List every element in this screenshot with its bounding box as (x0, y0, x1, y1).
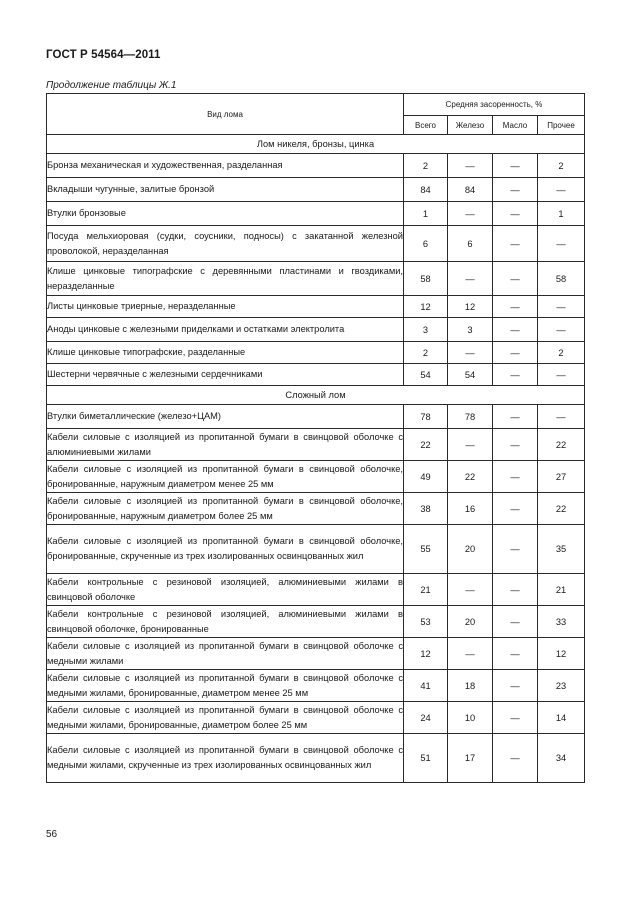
total-cell: 2 (404, 154, 448, 178)
oil-cell: — (493, 702, 538, 734)
table-row (47, 154, 585, 178)
other-cell: 33 (538, 606, 585, 638)
other-cell: 22 (538, 429, 585, 461)
section-title: Лом никеля, бронзы, цинка (47, 135, 585, 154)
other-cell: — (538, 364, 585, 386)
table-row (47, 178, 585, 202)
iron-cell: 78 (448, 405, 493, 429)
iron-cell: — (448, 262, 493, 296)
column-header-contamination: Средняя засоренность, % (404, 94, 585, 116)
total-cell: 53 (404, 606, 448, 638)
table-row (47, 364, 585, 386)
oil-cell: — (493, 364, 538, 386)
scrap-type-cell: Кабели силовые с изоляцией из пропитанной бумаги в свинцовой оболочке, бронированные, скрученные из трех изолированных освинцованных жил (47, 525, 404, 574)
oil-cell: — (493, 734, 538, 783)
oil-cell: — (493, 606, 538, 638)
table-continuation-label: Продолжение таблицы Ж.1 (46, 80, 177, 91)
other-cell: 58 (538, 262, 585, 296)
oil-cell: — (493, 525, 538, 574)
iron-cell: — (448, 638, 493, 670)
table-row (47, 296, 585, 318)
other-cell: 14 (538, 702, 585, 734)
iron-cell: 10 (448, 702, 493, 734)
total-cell: 49 (404, 461, 448, 493)
other-cell: 22 (538, 493, 585, 525)
total-cell: 38 (404, 493, 448, 525)
oil-cell: — (493, 318, 538, 342)
scrap-type-cell: Аноды цинковые с железными приделками и остатками электролита (47, 318, 404, 342)
oil-cell: — (493, 493, 538, 525)
other-cell: — (538, 318, 585, 342)
scrap-type-cell: Кабели силовые с изоляцией из пропитанной бумаги в свинцовой оболочке с медными жилами, бронированные, диаметром менее 25 мм (47, 670, 404, 702)
total-cell: 12 (404, 296, 448, 318)
oil-cell: — (493, 154, 538, 178)
other-cell: 23 (538, 670, 585, 702)
scrap-type-cell: Бронза механическая и художественная, разделанная (47, 154, 404, 178)
column-header-scrap-type: Вид лома (47, 94, 404, 135)
total-cell: 21 (404, 574, 448, 606)
scrap-type-cell: Листы цинковые триерные, неразделанные (47, 296, 404, 318)
total-cell: 51 (404, 734, 448, 783)
scrap-type-cell: Кабели силовые с изоляцией из пропитанной бумаги в свинцовой оболочке, бронированные, наружным диаметром более 25 мм (47, 493, 404, 525)
column-header-iron: Железо (448, 116, 493, 135)
other-cell: — (538, 405, 585, 429)
column-header-total: Всего (404, 116, 448, 135)
total-cell: 54 (404, 364, 448, 386)
table-row (47, 574, 585, 606)
other-cell: 35 (538, 525, 585, 574)
scrap-contamination-table (46, 93, 585, 783)
total-cell: 58 (404, 262, 448, 296)
iron-cell: 17 (448, 734, 493, 783)
table-row (47, 670, 585, 702)
total-cell: 41 (404, 670, 448, 702)
other-cell: 2 (538, 154, 585, 178)
other-cell: 34 (538, 734, 585, 783)
total-cell: 6 (404, 226, 448, 262)
table-row (47, 734, 585, 783)
oil-cell: — (493, 202, 538, 226)
oil-cell: — (493, 574, 538, 606)
table-row (47, 638, 585, 670)
other-cell: — (538, 178, 585, 202)
scrap-type-cell: Клише цинковые типографские с деревянными пластинами и гвоздиками, неразделанные (47, 262, 404, 296)
page-number: 56 (46, 829, 58, 840)
iron-cell: 20 (448, 525, 493, 574)
oil-cell: — (493, 262, 538, 296)
scrap-type-cell: Кабели силовые с изоляцией из пропитанной бумаги в свинцовой оболочке с медными жилами (47, 638, 404, 670)
table-row (47, 262, 585, 296)
iron-cell: 18 (448, 670, 493, 702)
iron-cell: 20 (448, 606, 493, 638)
oil-cell: — (493, 226, 538, 262)
other-cell: 21 (538, 574, 585, 606)
table-row (47, 461, 585, 493)
iron-cell: 3 (448, 318, 493, 342)
scrap-type-cell: Втулки биметаллические (железо+ЦАМ) (47, 405, 404, 429)
scrap-type-cell: Втулки бронзовые (47, 202, 404, 226)
total-cell: 2 (404, 342, 448, 364)
oil-cell: — (493, 638, 538, 670)
other-cell: — (538, 296, 585, 318)
scrap-type-cell: Вкладыши чугунные, залитые бронзой (47, 178, 404, 202)
section-header-row (47, 135, 585, 154)
column-header-other: Прочее (538, 116, 585, 135)
table-row (47, 226, 585, 262)
total-cell: 1 (404, 202, 448, 226)
total-cell: 84 (404, 178, 448, 202)
oil-cell: — (493, 342, 538, 364)
table-row (47, 702, 585, 734)
table-row (47, 202, 585, 226)
table-row (47, 342, 585, 364)
total-cell: 22 (404, 429, 448, 461)
iron-cell: 12 (448, 296, 493, 318)
scrap-type-cell: Кабели контрольные с резиновой изоляцией, алюминиевыми жилами в свинцовой оболочке, бронированные (47, 606, 404, 638)
total-cell: 24 (404, 702, 448, 734)
iron-cell: — (448, 429, 493, 461)
scrap-type-cell: Клише цинковые типографские, разделанные (47, 342, 404, 364)
table-row (47, 525, 585, 574)
scrap-type-cell: Кабели контрольные с резиновой изоляцией, алюминиевыми жилами в свинцовой оболочке (47, 574, 404, 606)
iron-cell: 54 (448, 364, 493, 386)
other-cell: 27 (538, 461, 585, 493)
document-header: ГОСТ Р 54564—2011 (46, 49, 161, 61)
total-cell: 3 (404, 318, 448, 342)
iron-cell: — (448, 342, 493, 364)
oil-cell: — (493, 178, 538, 202)
scrap-type-cell: Шестерни червячные с железными сердечниками (47, 364, 404, 386)
oil-cell: — (493, 296, 538, 318)
oil-cell: — (493, 670, 538, 702)
section-title: Сложный лом (47, 386, 585, 405)
iron-cell: 16 (448, 493, 493, 525)
table-body (47, 135, 585, 783)
table-row (47, 493, 585, 525)
column-header-oil: Масло (493, 116, 538, 135)
oil-cell: — (493, 405, 538, 429)
oil-cell: — (493, 429, 538, 461)
oil-cell: — (493, 461, 538, 493)
total-cell: 55 (404, 525, 448, 574)
section-header-row (47, 386, 585, 405)
iron-cell: — (448, 154, 493, 178)
table-row (47, 318, 585, 342)
scrap-type-cell: Кабели силовые с изоляцией из пропитанной бумаги в свинцовой оболочке с медными жилами, бронированные, диаметром более 25 мм (47, 702, 404, 734)
iron-cell: 6 (448, 226, 493, 262)
table-row (47, 606, 585, 638)
scrap-type-cell: Кабели силовые с изоляцией из пропитанной бумаги в свинцовой оболочке, бронированные, наружным диаметром менее 25 мм (47, 461, 404, 493)
scrap-type-cell: Посуда мельхиоровая (судки, соусники, подносы) с закатанной железной проволокой, неразделанная (47, 226, 404, 262)
other-cell: 1 (538, 202, 585, 226)
table-row (47, 429, 585, 461)
iron-cell: 22 (448, 461, 493, 493)
total-cell: 12 (404, 638, 448, 670)
iron-cell: 84 (448, 178, 493, 202)
total-cell: 78 (404, 405, 448, 429)
table-row (47, 405, 585, 429)
other-cell: 12 (538, 638, 585, 670)
iron-cell: — (448, 574, 493, 606)
other-cell: — (538, 226, 585, 262)
iron-cell: — (448, 202, 493, 226)
other-cell: 2 (538, 342, 585, 364)
scrap-type-cell: Кабели силовые с изоляцией из пропитанной бумаги в свинцовой оболочке с медными жилами, скрученные из трех изолированных освинцованных жил (47, 734, 404, 783)
scrap-type-cell: Кабели силовые с изоляцией из пропитанной бумаги в свинцовой оболочке с алюминиевыми жилами (47, 429, 404, 461)
